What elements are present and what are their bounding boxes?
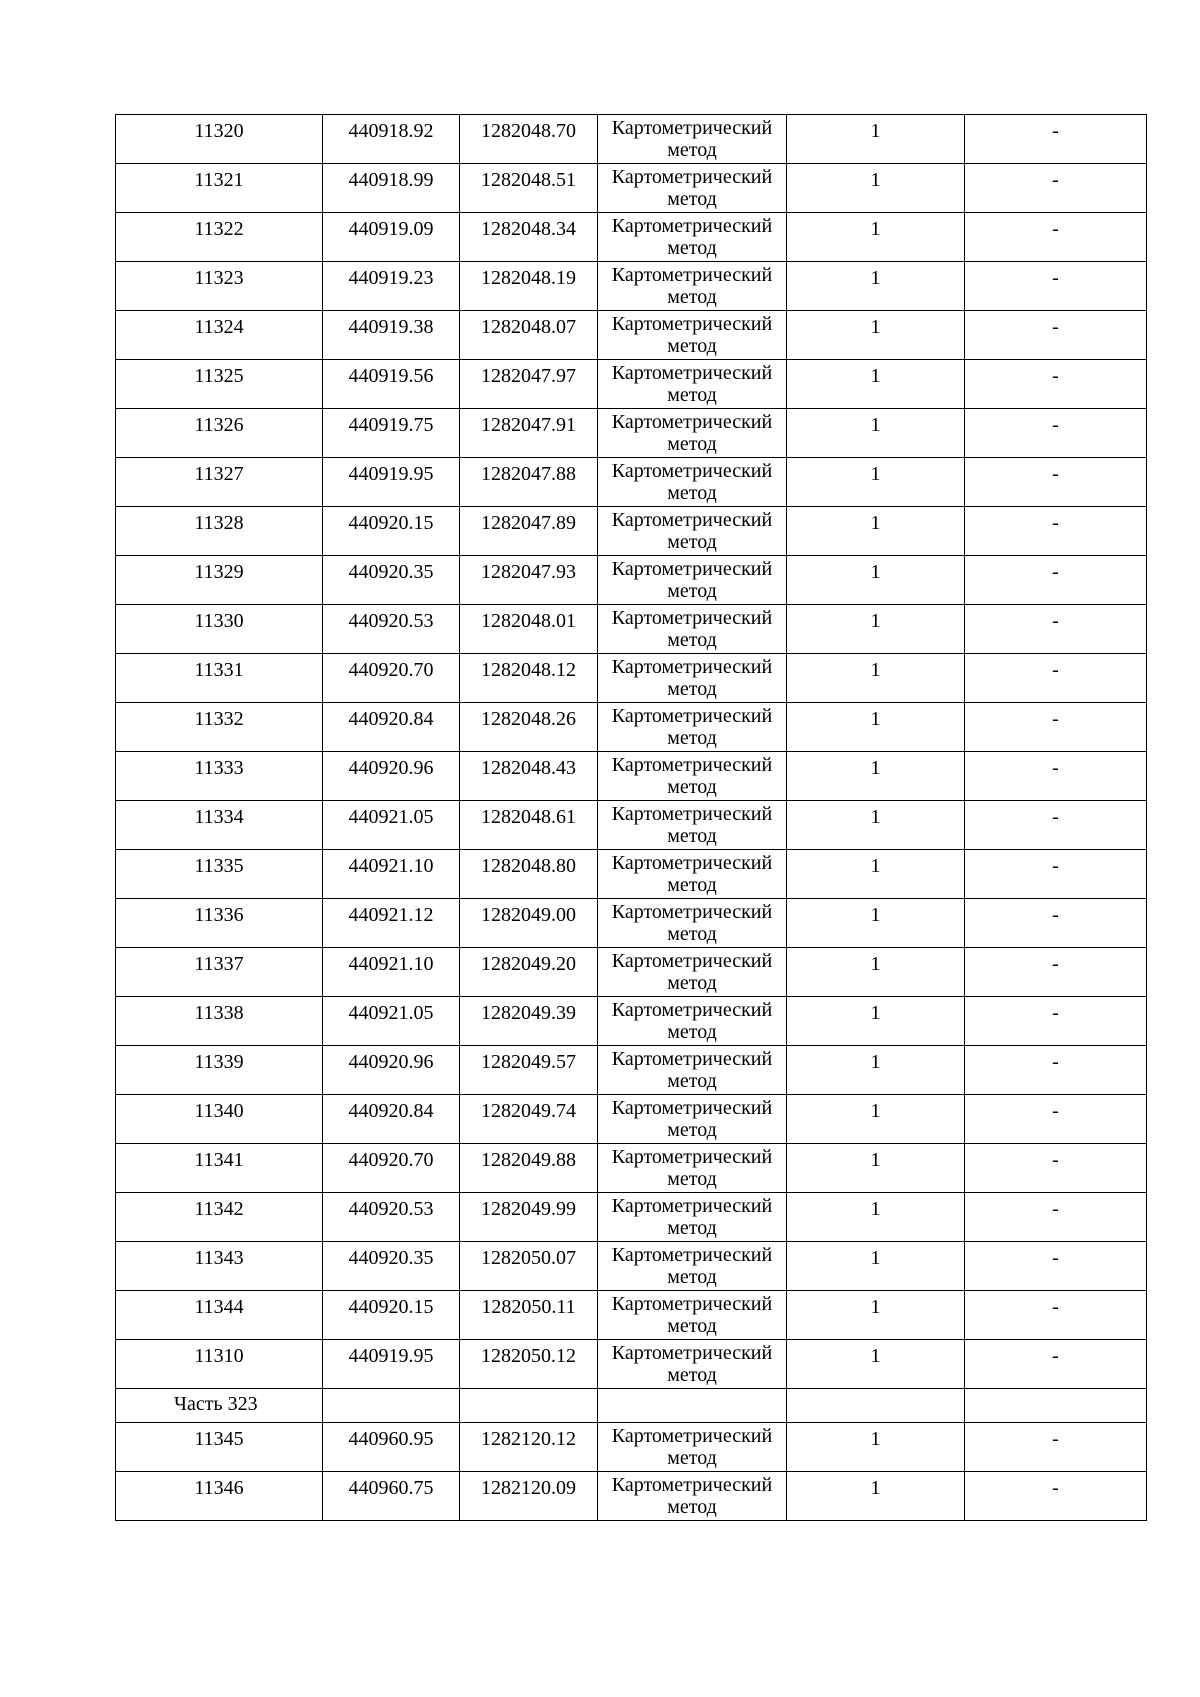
y-coordinate-cell: 1282120.09 [460,1472,598,1521]
method-cell [598,1144,787,1193]
point-id-cell: 11331 [116,654,323,703]
x-coordinate-cell: 440920.70 [323,654,460,703]
method-cell [598,801,787,850]
method-line-1: Картометрический [611,754,773,776]
point-id-cell: 11342 [116,1193,323,1242]
method-line-2: метод [667,874,717,896]
method-line-2: метод [667,727,717,749]
method-line-1: Картометрический [611,411,773,433]
y-coordinate-cell: 1282048.51 [460,164,598,213]
table-row [116,1472,1147,1521]
accuracy-cell: 1 [787,1340,965,1389]
method-cell [598,556,787,605]
method-line-2: метод [667,1070,717,1092]
note-cell: - [965,115,1147,164]
method-line-2: метод [667,531,717,553]
y-coordinate-cell: 1282048.70 [460,115,598,164]
method-line-2: метод [667,335,717,357]
x-coordinate-cell: 440919.95 [323,458,460,507]
table-row [116,1046,1147,1095]
method-line-2: метод [667,1496,717,1518]
method-line-1: Картометрический [611,215,773,237]
note-cell: - [965,1242,1147,1291]
table-row [116,948,1147,997]
method-line-2: метод [667,1364,717,1386]
note-cell: - [965,507,1147,556]
accuracy-cell: 1 [787,1193,965,1242]
x-coordinate-cell: 440919.23 [323,262,460,311]
method-line-1: Картометрический [611,607,773,629]
note-cell: - [965,262,1147,311]
method-cell [598,703,787,752]
accuracy-cell: 1 [787,360,965,409]
point-id-cell: 11335 [116,850,323,899]
method-line-2: метод [667,580,717,602]
note-cell: - [965,1095,1147,1144]
method-cell [598,605,787,654]
method-cell [598,1472,787,1521]
method-line-2: метод [667,286,717,308]
note-cell: - [965,654,1147,703]
method-cell [598,311,787,360]
table-row [116,262,1147,311]
method-line-2: метод [667,825,717,847]
table-row [116,1242,1147,1291]
method-cell [598,654,787,703]
table-row [116,458,1147,507]
x-coordinate-cell: 440920.35 [323,1242,460,1291]
method-line-2: метод [667,188,717,210]
note-cell: - [965,1340,1147,1389]
y-coordinate-cell: 1282048.07 [460,311,598,360]
empty-cell [787,1389,965,1423]
method-cell [598,409,787,458]
point-id-cell: 11334 [116,801,323,850]
note-cell: - [965,801,1147,850]
x-coordinate-cell: 440960.75 [323,1472,460,1521]
table-row [116,1340,1147,1389]
note-cell: - [965,752,1147,801]
empty-cell [965,1389,1147,1423]
coordinates-table-body [116,115,1147,1521]
point-id-cell: 11321 [116,164,323,213]
section-label: Часть 323 [116,1389,323,1423]
method-line-1: Картометрический [611,950,773,972]
y-coordinate-cell: 1282048.26 [460,703,598,752]
accuracy-cell: 1 [787,1144,965,1193]
method-line-2: метод [667,482,717,504]
table-row [116,507,1147,556]
accuracy-cell: 1 [787,458,965,507]
method-line-1: Картометрический [611,1048,773,1070]
method-line-1: Картометрический [611,803,773,825]
note-cell: - [965,850,1147,899]
method-line-1: Картометрический [611,166,773,188]
point-id-cell: 11328 [116,507,323,556]
note-cell: - [965,1193,1147,1242]
method-line-1: Картометрический [611,901,773,923]
table-row [116,801,1147,850]
x-coordinate-cell: 440920.53 [323,605,460,654]
table-row [116,997,1147,1046]
x-coordinate-cell: 440918.92 [323,115,460,164]
x-coordinate-cell: 440918.99 [323,164,460,213]
note-cell: - [965,1144,1147,1193]
y-coordinate-cell: 1282048.01 [460,605,598,654]
accuracy-cell: 1 [787,1423,965,1472]
method-cell [598,899,787,948]
note-cell: - [965,605,1147,654]
method-cell [598,1340,787,1389]
accuracy-cell: 1 [787,1046,965,1095]
y-coordinate-cell: 1282048.34 [460,213,598,262]
method-line-1: Картометрический [611,1293,773,1315]
point-id-cell: 11343 [116,1242,323,1291]
accuracy-cell: 1 [787,1242,965,1291]
point-id-cell: 11330 [116,605,323,654]
table-row [116,703,1147,752]
y-coordinate-cell: 1282049.99 [460,1193,598,1242]
x-coordinate-cell: 440921.10 [323,850,460,899]
method-line-2: метод [667,923,717,945]
section-row [116,1389,1147,1423]
accuracy-cell: 1 [787,262,965,311]
accuracy-cell: 1 [787,556,965,605]
point-id-cell: 11340 [116,1095,323,1144]
x-coordinate-cell: 440919.95 [323,1340,460,1389]
accuracy-cell: 1 [787,164,965,213]
accuracy-cell: 1 [787,703,965,752]
table-row [116,1193,1147,1242]
table-row [116,850,1147,899]
point-id-cell: 11333 [116,752,323,801]
point-id-cell: 11336 [116,899,323,948]
x-coordinate-cell: 440920.84 [323,703,460,752]
table-row [116,1291,1147,1340]
method-line-2: метод [667,1168,717,1190]
note-cell: - [965,1472,1147,1521]
method-line-2: метод [667,139,717,161]
method-cell [598,1193,787,1242]
table-row [116,1423,1147,1472]
x-coordinate-cell: 440920.53 [323,1193,460,1242]
method-line-1: Картометрический [611,313,773,335]
note-cell: - [965,311,1147,360]
method-cell [598,1095,787,1144]
method-cell [598,164,787,213]
x-coordinate-cell: 440921.05 [323,801,460,850]
accuracy-cell: 1 [787,311,965,360]
point-id-cell: 11329 [116,556,323,605]
y-coordinate-cell: 1282049.00 [460,899,598,948]
method-cell [598,850,787,899]
method-line-1: Картометрический [611,1146,773,1168]
x-coordinate-cell: 440921.12 [323,899,460,948]
point-id-cell: 11326 [116,409,323,458]
table-row [116,164,1147,213]
method-line-1: Картометрический [611,1342,773,1364]
x-coordinate-cell: 440921.10 [323,948,460,997]
method-line-1: Картометрический [611,362,773,384]
accuracy-cell: 1 [787,1291,965,1340]
y-coordinate-cell: 1282048.80 [460,850,598,899]
note-cell: - [965,1423,1147,1472]
point-id-cell: 11323 [116,262,323,311]
table-row [116,360,1147,409]
note-cell: - [965,458,1147,507]
method-line-1: Картометрический [611,656,773,678]
table-row [116,605,1147,654]
y-coordinate-cell: 1282047.89 [460,507,598,556]
method-line-1: Картометрический [611,705,773,727]
y-coordinate-cell: 1282049.88 [460,1144,598,1193]
method-line-2: метод [667,1119,717,1141]
table-row [116,654,1147,703]
y-coordinate-cell: 1282050.11 [460,1291,598,1340]
accuracy-cell: 1 [787,850,965,899]
method-line-2: метод [667,972,717,994]
table-row [116,311,1147,360]
coordinates-table [115,114,1147,1521]
x-coordinate-cell: 440919.56 [323,360,460,409]
method-line-1: Картометрический [611,558,773,580]
y-coordinate-cell: 1282048.12 [460,654,598,703]
method-line-1: Картометрический [611,1195,773,1217]
x-coordinate-cell: 440920.70 [323,1144,460,1193]
x-coordinate-cell: 440920.15 [323,1291,460,1340]
method-line-2: метод [667,1315,717,1337]
y-coordinate-cell: 1282050.12 [460,1340,598,1389]
accuracy-cell: 1 [787,997,965,1046]
note-cell: - [965,409,1147,458]
method-line-2: метод [667,1217,717,1239]
method-cell [598,1291,787,1340]
point-id-cell: 11345 [116,1423,323,1472]
method-line-2: метод [667,433,717,455]
x-coordinate-cell: 440919.75 [323,409,460,458]
point-id-cell: 11322 [116,213,323,262]
empty-cell [598,1389,787,1423]
note-cell: - [965,213,1147,262]
method-line-1: Картометрический [611,1474,773,1496]
point-id-cell: 11310 [116,1340,323,1389]
note-cell: - [965,1046,1147,1095]
x-coordinate-cell: 440919.09 [323,213,460,262]
method-line-1: Картометрический [611,509,773,531]
method-line-1: Картометрический [611,852,773,874]
method-line-2: метод [667,1447,717,1469]
method-line-1: Картометрический [611,264,773,286]
accuracy-cell: 1 [787,507,965,556]
note-cell: - [965,703,1147,752]
y-coordinate-cell: 1282047.91 [460,409,598,458]
method-line-2: метод [667,776,717,798]
point-id-cell: 11337 [116,948,323,997]
method-line-2: метод [667,1021,717,1043]
x-coordinate-cell: 440921.05 [323,997,460,1046]
y-coordinate-cell: 1282047.97 [460,360,598,409]
empty-cell [323,1389,460,1423]
method-line-2: метод [667,237,717,259]
table-row [116,213,1147,262]
method-cell [598,1242,787,1291]
accuracy-cell: 1 [787,409,965,458]
note-cell: - [965,360,1147,409]
note-cell: - [965,556,1147,605]
method-cell [598,752,787,801]
note-cell: - [965,164,1147,213]
method-line-2: метод [667,678,717,700]
table-row [116,556,1147,605]
method-line-2: метод [667,384,717,406]
y-coordinate-cell: 1282047.88 [460,458,598,507]
y-coordinate-cell: 1282049.39 [460,997,598,1046]
accuracy-cell: 1 [787,1472,965,1521]
accuracy-cell: 1 [787,213,965,262]
point-id-cell: 11327 [116,458,323,507]
method-line-1: Картометрический [611,117,773,139]
method-line-1: Картометрический [611,1097,773,1119]
accuracy-cell: 1 [787,801,965,850]
y-coordinate-cell: 1282048.61 [460,801,598,850]
note-cell: - [965,948,1147,997]
point-id-cell: 11320 [116,115,323,164]
method-line-2: метод [667,1266,717,1288]
method-line-1: Картометрический [611,460,773,482]
accuracy-cell: 1 [787,899,965,948]
point-id-cell: 11324 [116,311,323,360]
accuracy-cell: 1 [787,1095,965,1144]
table-row [116,1095,1147,1144]
x-coordinate-cell: 440920.35 [323,556,460,605]
method-line-2: метод [667,629,717,651]
y-coordinate-cell: 1282048.19 [460,262,598,311]
x-coordinate-cell: 440920.96 [323,752,460,801]
x-coordinate-cell: 440920.96 [323,1046,460,1095]
y-coordinate-cell: 1282049.20 [460,948,598,997]
y-coordinate-cell: 1282049.57 [460,1046,598,1095]
table-row [116,752,1147,801]
x-coordinate-cell: 440960.95 [323,1423,460,1472]
method-cell [598,997,787,1046]
accuracy-cell: 1 [787,115,965,164]
point-id-cell: 11339 [116,1046,323,1095]
point-id-cell: 11338 [116,997,323,1046]
empty-cell [460,1389,598,1423]
method-cell [598,115,787,164]
point-id-cell: 11344 [116,1291,323,1340]
method-cell [598,213,787,262]
method-cell [598,262,787,311]
x-coordinate-cell: 440919.38 [323,311,460,360]
y-coordinate-cell: 1282047.93 [460,556,598,605]
point-id-cell: 11325 [116,360,323,409]
method-line-1: Картометрический [611,1244,773,1266]
y-coordinate-cell: 1282048.43 [460,752,598,801]
accuracy-cell: 1 [787,654,965,703]
method-cell [598,948,787,997]
table-row [116,115,1147,164]
y-coordinate-cell: 1282050.07 [460,1242,598,1291]
point-id-cell: 11341 [116,1144,323,1193]
method-line-1: Картометрический [611,999,773,1021]
method-cell [598,507,787,556]
accuracy-cell: 1 [787,605,965,654]
table-row [116,1144,1147,1193]
method-cell [598,1046,787,1095]
y-coordinate-cell: 1282049.74 [460,1095,598,1144]
method-cell [598,360,787,409]
x-coordinate-cell: 440920.84 [323,1095,460,1144]
accuracy-cell: 1 [787,948,965,997]
note-cell: - [965,899,1147,948]
table-row [116,409,1147,458]
method-cell [598,458,787,507]
point-id-cell: 11332 [116,703,323,752]
note-cell: - [965,997,1147,1046]
table-row [116,899,1147,948]
note-cell: - [965,1291,1147,1340]
method-line-1: Картометрический [611,1425,773,1447]
point-id-cell: 11346 [116,1472,323,1521]
accuracy-cell: 1 [787,752,965,801]
method-cell [598,1423,787,1472]
x-coordinate-cell: 440920.15 [323,507,460,556]
y-coordinate-cell: 1282120.12 [460,1423,598,1472]
